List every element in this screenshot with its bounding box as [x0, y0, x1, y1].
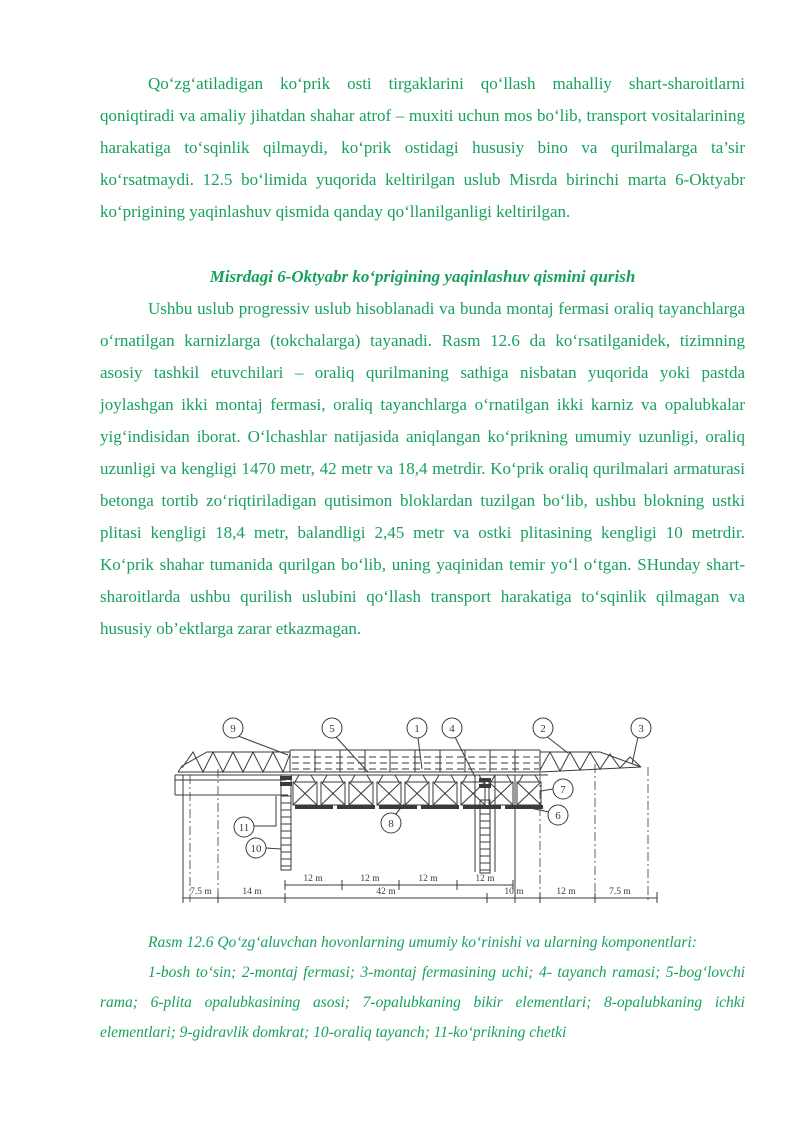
figure-caption-title: Rasm 12.6 Qo‘zg‘aluvchan hovonlarning umumiy ko‘rinishi va ularning komponentlari:: [148, 934, 697, 951]
callout-4: [442, 718, 462, 738]
svg-text:11: 11: [238, 822, 250, 834]
svg-text:3: 3: [638, 723, 644, 735]
svg-text:4: 4: [449, 723, 455, 735]
figure-caption-legend: 1-bosh to‘sin; 2-montaj fermasi; 3-montaj fermasining uchi; 4- tayanch ramasi; 5-bog‘lovchi rama; 6-plita opalubkasining asosi; 7-opalubkaning bikir elementlari; 8-opalubkaning ichki elementlari; 9-gidravlik domkrat; 10-oraliq tayanch; 11-ko‘prikning chetki: [100, 964, 745, 1041]
dim-12m-1: 12 m: [303, 874, 323, 884]
dim-7-5m-right: 7.5 m: [609, 887, 631, 897]
dimension-row-upper: [285, 874, 513, 890]
svg-text:8: 8: [388, 818, 394, 830]
section-heading: Misrdagi 6-Oktyabr ko‘prigining yaqinlashuv qismini qurish: [209, 267, 636, 286]
callout-2: [533, 718, 553, 738]
paragraph-intro: Qo‘zg‘atiladigan ko‘prik osti tirgaklarini qo‘llash mahalliy shart-sharoitlarni qoniqtiradi va amaliy jihatdan shahar atrof – muxiti uchun mos bo‘lib, transport vositalarining harakatiga to‘sqinlik qilmaydi, ko‘prik ostidagi hususiy bino va qurilmalarga ta’sir ko‘rsatmaydi. 12.5 bo‘limida yuqorida keltirilgan uslub Misrda birinchi marta 6-Oktyabr ko‘prigining yaqinlashuv qismida qanday qo‘llanilganligi keltirilgan.: [100, 74, 745, 221]
callout-5: [322, 718, 342, 738]
callout-1: [407, 718, 427, 738]
svg-text:6: 6: [555, 810, 561, 822]
callout-6: [548, 805, 568, 825]
formwork-panels: [293, 775, 543, 809]
callout-7: [553, 779, 573, 799]
dim-10m: 10 m: [504, 887, 524, 897]
callout-10: [246, 838, 266, 858]
dimension-row-lower: [183, 887, 657, 903]
center-dashed-truss: [290, 750, 540, 772]
callout-8: [381, 813, 401, 833]
callout-leaders: [238, 736, 638, 849]
svg-text:10: 10: [250, 843, 262, 855]
left-truss: [178, 752, 290, 772]
dim-14m: 14 m: [242, 887, 262, 897]
pier-1: [280, 775, 292, 870]
paragraph-main: Ushbu uslub progressiv uslub hisoblanadi va bunda montaj fermasi oraliq tayanchlarga o‘rnatilgan karnizlarga (tokchalarga) tayanadi. Rasm 12.6 da ko‘rsatilganidek, tizimning asosiy tashkil etuvchilari – oraliq qurilmaning sathiga nisbatan yuqorida yoki pastda joylashgan ikki montaj fermasi, oraliq tayanchlarga o‘rnatilgan ikki karniz va opalubkalar yig‘indisidan iborat. O‘lchashlar natijasida aniqlangan ko‘prikning umumiy uzunligi, oraliq uzunligi va kengligi 1470 metr, 42 metr va 18,4 metrdir. Ko‘prik oraliq qurilmalari armaturasi betonga tortib zo‘riqtiriladigan qutisimon bloklardan tuzilgan bo‘lib, ushbu blokning ustki plitasi kengligi 18,4 metr, balandligi 2,45 metr va ostki plitasining kengligi 10 metrdir. Ko‘prik shahar tumanida qurilgan bo‘lib, uning yaqinidan temir yo‘l o‘tgan. SHunday shart-sharoitlarda ushbu qurilish uslubini qo‘llash transport harakatiga to‘sqinlik qilmagan va hususiy ob’ektlarga zarar etkazmagan.: [100, 299, 745, 638]
bridge-construction-diagram: [168, 712, 660, 908]
dim-12m-right: 12 m: [556, 887, 576, 897]
figure-12-6: [168, 712, 660, 908]
callout-9: [223, 718, 243, 738]
callout-11: [234, 817, 254, 837]
svg-text:5: 5: [329, 723, 335, 735]
dim-12m-4: 12 m: [475, 874, 495, 884]
dim-7-5m-left: 7.5 m: [190, 887, 212, 897]
dim-42m: 42 m: [376, 887, 396, 897]
dim-12m-3: 12 m: [418, 874, 438, 884]
svg-text:9: 9: [230, 723, 236, 735]
callout-3: [631, 718, 651, 738]
svg-text:7: 7: [560, 784, 566, 796]
svg-text:2: 2: [540, 723, 546, 735]
dim-12m-2: 12 m: [360, 874, 380, 884]
svg-text:1: 1: [414, 723, 420, 735]
right-truss: [540, 752, 641, 772]
